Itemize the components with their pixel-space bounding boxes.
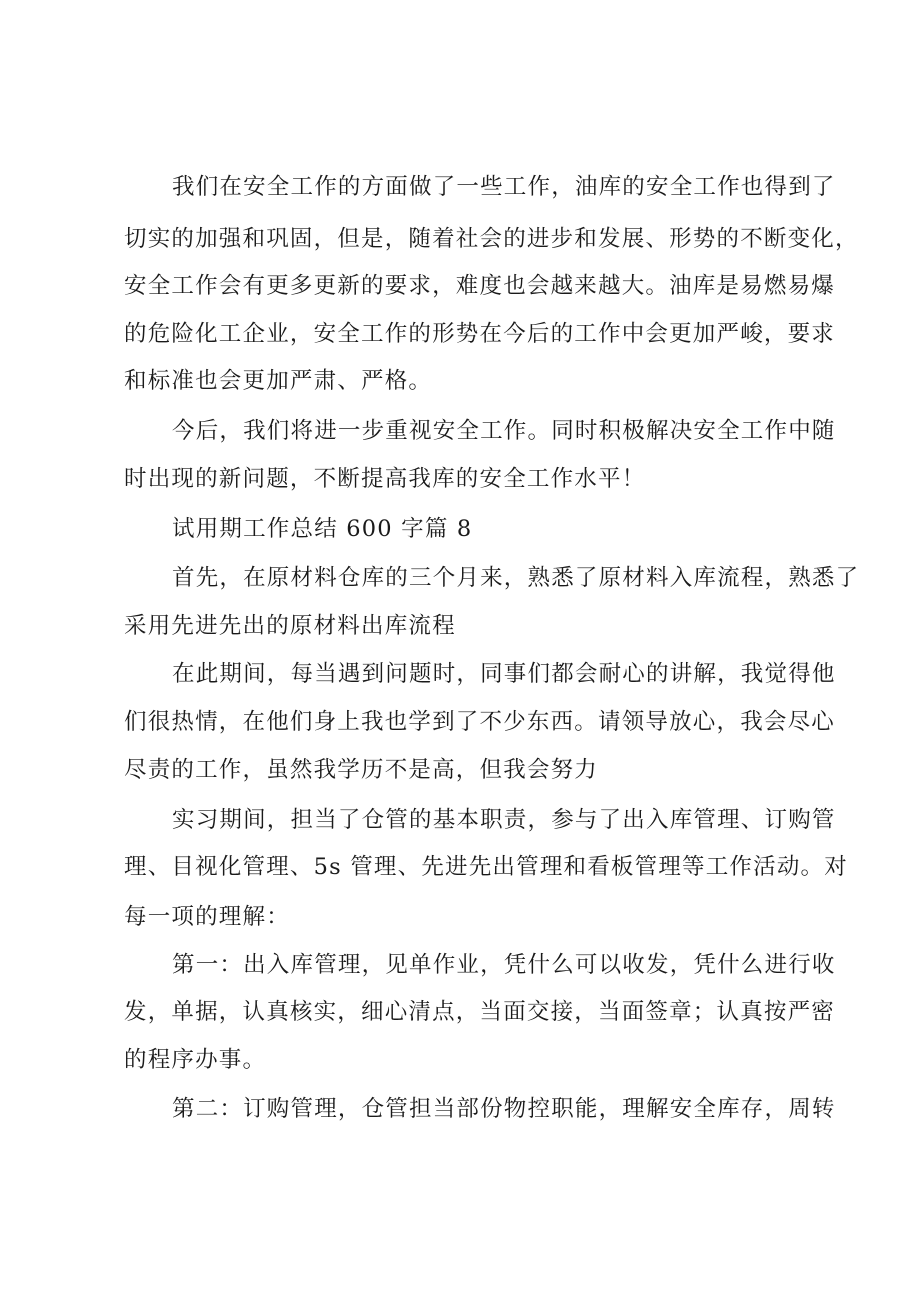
paragraph-1-line-3: 安全工作会有更多更新的要求，难度也会越来越大。油库是易燃易爆 bbox=[124, 273, 836, 299]
paragraph-2-line-1: 今后，我们将进一步重视安全工作。同时积极解决安全工作中随 bbox=[172, 418, 836, 444]
section-heading: 试用期工作总结 600 字篇 8 bbox=[172, 516, 473, 542]
paragraph-5-line-2: 理、目视化管理、5s 管理、先进先出管理和看板管理等工作活动。对 bbox=[124, 854, 848, 880]
paragraph-2-line-2: 时出现的新问题，不断提高我库的安全工作水平！ bbox=[124, 466, 646, 492]
paragraph-1-line-1: 我们在安全工作的方面做了一些工作，油库的安全工作也得到了 bbox=[172, 174, 836, 200]
paragraph-3-line-2: 采用先进先出的原材料出库流程 bbox=[124, 613, 456, 639]
paragraph-4-line-3: 尽责的工作，虽然我学历不是高，但我会努力 bbox=[124, 757, 599, 783]
paragraph-1-line-5: 和标准也会更加严肃、严格。 bbox=[124, 368, 433, 394]
paragraph-6-line-2: 发，单据，认真核实，细心清点，当面交接，当面签章；认真按严密 bbox=[124, 999, 836, 1025]
paragraph-1-line-2: 切实的加强和巩固，但是，随着社会的进步和发展、形势的不断变化， bbox=[124, 226, 859, 252]
paragraph-5-line-3: 每一项的理解： bbox=[124, 904, 290, 930]
paragraph-5-line-1: 实习期间，担当了仓管的基本职责，参与了出入库管理、订购管 bbox=[172, 807, 836, 833]
paragraph-4-line-2: 们很热情，在他们身上我也学到了不少东西。请领导放心，我会尽心 bbox=[124, 709, 836, 735]
paragraph-4-line-1: 在此期间，每当遇到问题时，同事们都会耐心的讲解，我觉得他 bbox=[172, 661, 836, 687]
paragraph-1-line-4: 的危险化工企业，安全工作的形势在今后的工作中会更加严峻，要求 bbox=[124, 321, 836, 347]
paragraph-6-line-1: 第一：出入库管理，见单作业，凭什么可以收发，凭什么进行收 bbox=[172, 952, 836, 978]
paragraph-6-line-3: 的程序办事。 bbox=[124, 1047, 267, 1073]
paragraph-7-line-1: 第二：订购管理，仓管担当部份物控职能，理解安全库存，周转 bbox=[172, 1096, 836, 1122]
paragraph-3-line-1: 首先，在原材料仓库的三个月来，熟悉了原材料入库流程，熟悉了 bbox=[172, 565, 860, 591]
